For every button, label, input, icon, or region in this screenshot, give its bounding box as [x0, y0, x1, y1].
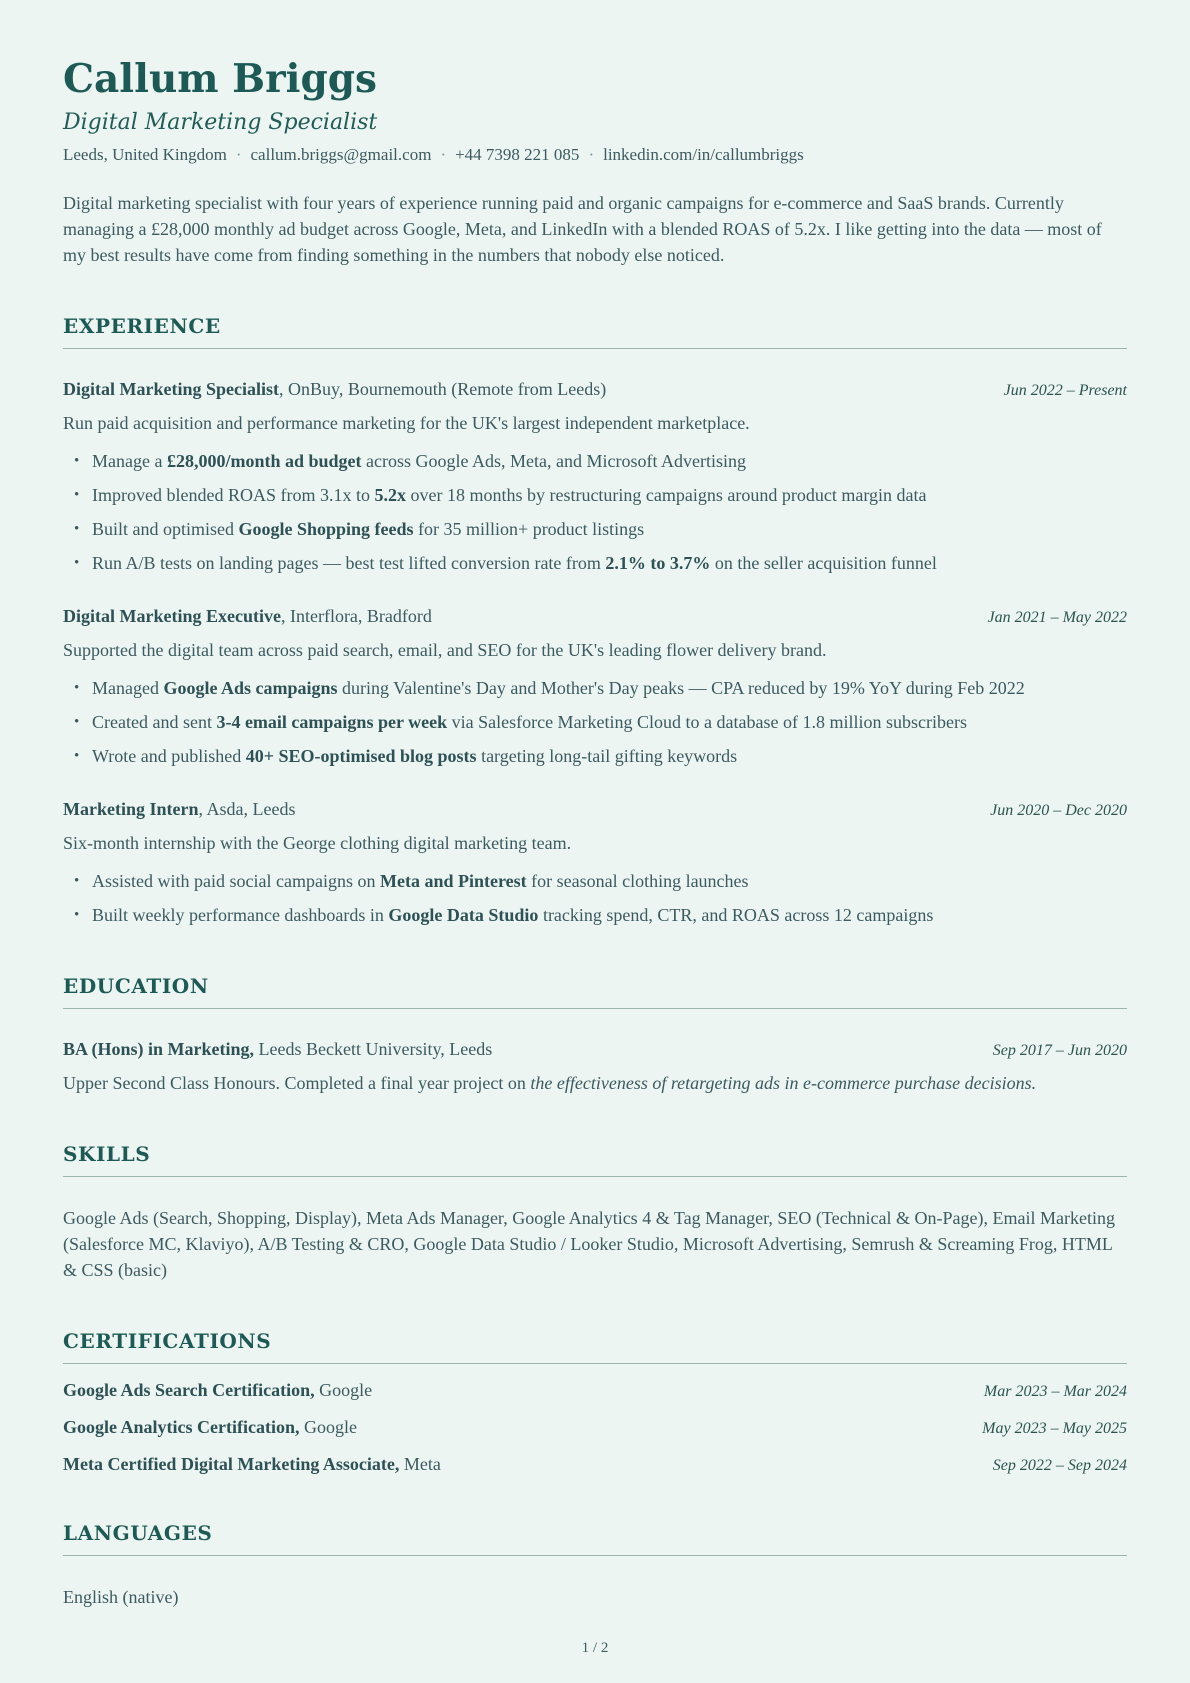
bullet-item: • Built weekly performance dashboards in Google Data Studio tracking spend, CTR, and ROAS across 12 campaigns [63, 902, 1127, 928]
certification-dates: Mar 2023 – Mar 2024 [983, 1382, 1127, 1400]
company-meta: , Asda, Leeds [198, 798, 296, 819]
entry-description: Upper Second Class Honours. Completed a final year project on the effectiveness of retargeting ads in e-commerce purchase decisions. [63, 1072, 1037, 1093]
entry-dates: Jan 2021 – May 2022 [987, 608, 1127, 626]
education-list [63, 1039, 1127, 1096]
contact-item: linkedin.com/in/callumbriggs [603, 144, 804, 164]
entry-header [63, 1039, 1127, 1060]
experience-entry [63, 379, 1127, 576]
section-title-skills: SKILLS [63, 1142, 1127, 1177]
experience-entry [63, 799, 1127, 928]
experience-list [63, 379, 1127, 928]
bullet-item: • Created and sent 3-4 email campaigns per week via Salesforce Marketing Cloud to a database of 1.8 million subscribers [63, 709, 1127, 735]
entry-header [63, 799, 1127, 820]
education-entry [63, 1039, 1127, 1096]
section-certifications [63, 1329, 1127, 1475]
bullet-list [63, 448, 1127, 576]
bullet-item: • Improved blended ROAS from 3.1x to 5.2x over 18 months by restructuring campaigns around product margin data [63, 482, 1127, 508]
section-title-experience: EXPERIENCE [63, 314, 1127, 349]
bullet-item: • Run A/B tests on landing pages — best test lifted conversion rate from 2.1% to 3.7% on the seller acquisition funnel [63, 550, 1127, 576]
certification-dates: Sep 2022 – Sep 2024 [992, 1456, 1127, 1474]
contact-separator: · [235, 144, 242, 164]
contact-item: Leeds, United Kingdom [63, 144, 227, 164]
certification-org: Meta [399, 1453, 441, 1474]
entry-dates: Sep 2017 – Jun 2020 [992, 1041, 1127, 1059]
contact-separator: · [440, 144, 447, 164]
entry-dates: Jun 2022 – Present [1003, 381, 1127, 399]
company-meta: , OnBuy, Bournemouth (Remote from Leeds) [278, 378, 607, 399]
certification-name [63, 1380, 372, 1401]
person-job-title: Digital Marketing Specialist [63, 109, 378, 135]
languages-text: English (native) [63, 1586, 179, 1607]
section-skills [63, 1142, 1127, 1283]
certification-title: Google Ads Search Certification, [63, 1379, 315, 1400]
certification-row [63, 1380, 1127, 1401]
institution-meta: Leeds Beckett University, Leeds [254, 1038, 493, 1059]
summary-paragraph: Digital marketing specialist with four years of experience running paid and organic campaigns for e-commerce and SaaS brands. Currently managing a £28,000 monthly ad budget across Google, Meta, and LinkedIn with a blended ROAS of 5.2x. I like getting into the data — most of my best results have come from finding something in the numbers that nobody else noticed. [63, 192, 1102, 265]
section-languages [63, 1521, 1127, 1610]
bullet-item: • Assisted with paid social campaigns on Meta and Pinterest for seasonal clothing launches [63, 868, 1127, 894]
skills-text: Google Ads (Search, Shopping, Display), Meta Ads Manager, Google Analytics 4 & Tag Manager, SEO (Technical & On-Page), Email Marketing (Salesforce MC, Klaviyo), A/B Testing & CRO, Google Data Studio / Looker Studio, Microsoft Advertising, Semrush & Screaming Frog, HTML & CSS (basic) [63, 1207, 1115, 1280]
certification-dates: May 2023 – May 2025 [982, 1419, 1127, 1437]
contact-separator: · [588, 144, 595, 164]
entry-title [63, 379, 606, 400]
company-meta: , Interflora, Bradford [280, 605, 432, 626]
entry-title [63, 799, 295, 820]
entry-title [63, 1039, 492, 1060]
certification-org: Google [299, 1416, 357, 1437]
person-name: Callum Briggs [63, 56, 377, 102]
bullet-list [63, 675, 1127, 769]
bullet-item: • Wrote and published 40+ SEO-optimised blog posts targeting long-tail gifting keywords [63, 743, 1127, 769]
certification-row [63, 1417, 1127, 1438]
certifications-list [63, 1380, 1127, 1475]
entry-title [63, 606, 432, 627]
entry-header [63, 379, 1127, 400]
section-title-certifications: CERTIFICATIONS [63, 1329, 1127, 1364]
certification-name [63, 1454, 441, 1475]
bullet-item: • Built and optimised Google Shopping feeds for 35 million+ product listings [63, 516, 1127, 542]
certification-title: Meta Certified Digital Marketing Associate, [63, 1453, 400, 1474]
role-name: Digital Marketing Specialist [63, 378, 279, 399]
page-number: 1 / 2 [581, 1640, 609, 1656]
role-name: Digital Marketing Executive [63, 605, 281, 626]
certification-org: Google [314, 1379, 373, 1400]
bullet-item: • Managed Google Ads campaigns during Valentine's Day and Mother's Day peaks — CPA reduced by 19% YoY during Feb 2022 [63, 675, 1127, 701]
certification-title: Google Analytics Certification, [63, 1416, 300, 1437]
contact-line [63, 145, 1127, 165]
section-title-education: EDUCATION [63, 974, 1127, 1009]
contact-item: +44 7398 221 085 [455, 144, 580, 164]
entry-description: Six-month internship with the George clothing digital marketing team. [63, 832, 572, 853]
role-name: Marketing Intern [63, 798, 199, 819]
entry-description: Run paid acquisition and performance marketing for the UK's largest independent marketplace. [63, 412, 750, 433]
entry-header [63, 606, 1127, 627]
bullet-list [63, 868, 1127, 928]
section-education [63, 974, 1127, 1096]
degree-name: BA (Hons) in Marketing, [63, 1038, 255, 1059]
entry-dates: Jun 2020 – Dec 2020 [990, 801, 1127, 819]
resume-header [63, 58, 1127, 165]
certification-row [63, 1454, 1127, 1475]
entry-description: Supported the digital team across paid search, email, and SEO for the UK's leading flower delivery brand. [63, 639, 827, 660]
experience-entry [63, 606, 1127, 769]
section-title-languages: LANGUAGES [63, 1521, 1127, 1556]
contact-item: callum.briggs@gmail.com [250, 144, 432, 164]
section-experience [63, 314, 1127, 928]
certification-name [63, 1417, 357, 1438]
bullet-item: • Manage a £28,000/month ad budget across Google Ads, Meta, and Microsoft Advertising [63, 448, 1127, 474]
